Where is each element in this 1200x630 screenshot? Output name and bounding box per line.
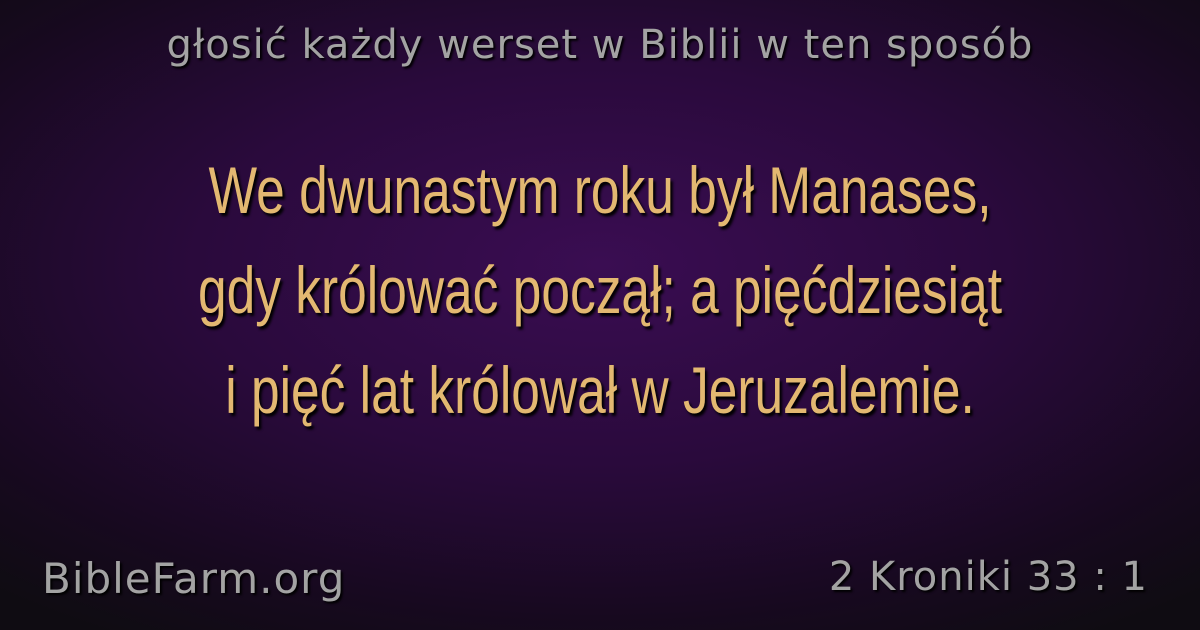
verse-line: i pięć lat królował w Jeruzalemie. <box>225 353 975 427</box>
site-name: BibleFarm.org <box>42 554 346 603</box>
verse-line: gdy królować począł; a pięćdziesiąt <box>197 253 1003 327</box>
tagline: głosić każdy werset w Biblii w ten sposób <box>166 22 1034 68</box>
verse-text <box>155 140 1044 440</box>
verse-line: We dwunastym roku był Manases, <box>208 153 992 227</box>
verse-reference: 2 Kroniki 33 : 1 <box>828 554 1148 600</box>
